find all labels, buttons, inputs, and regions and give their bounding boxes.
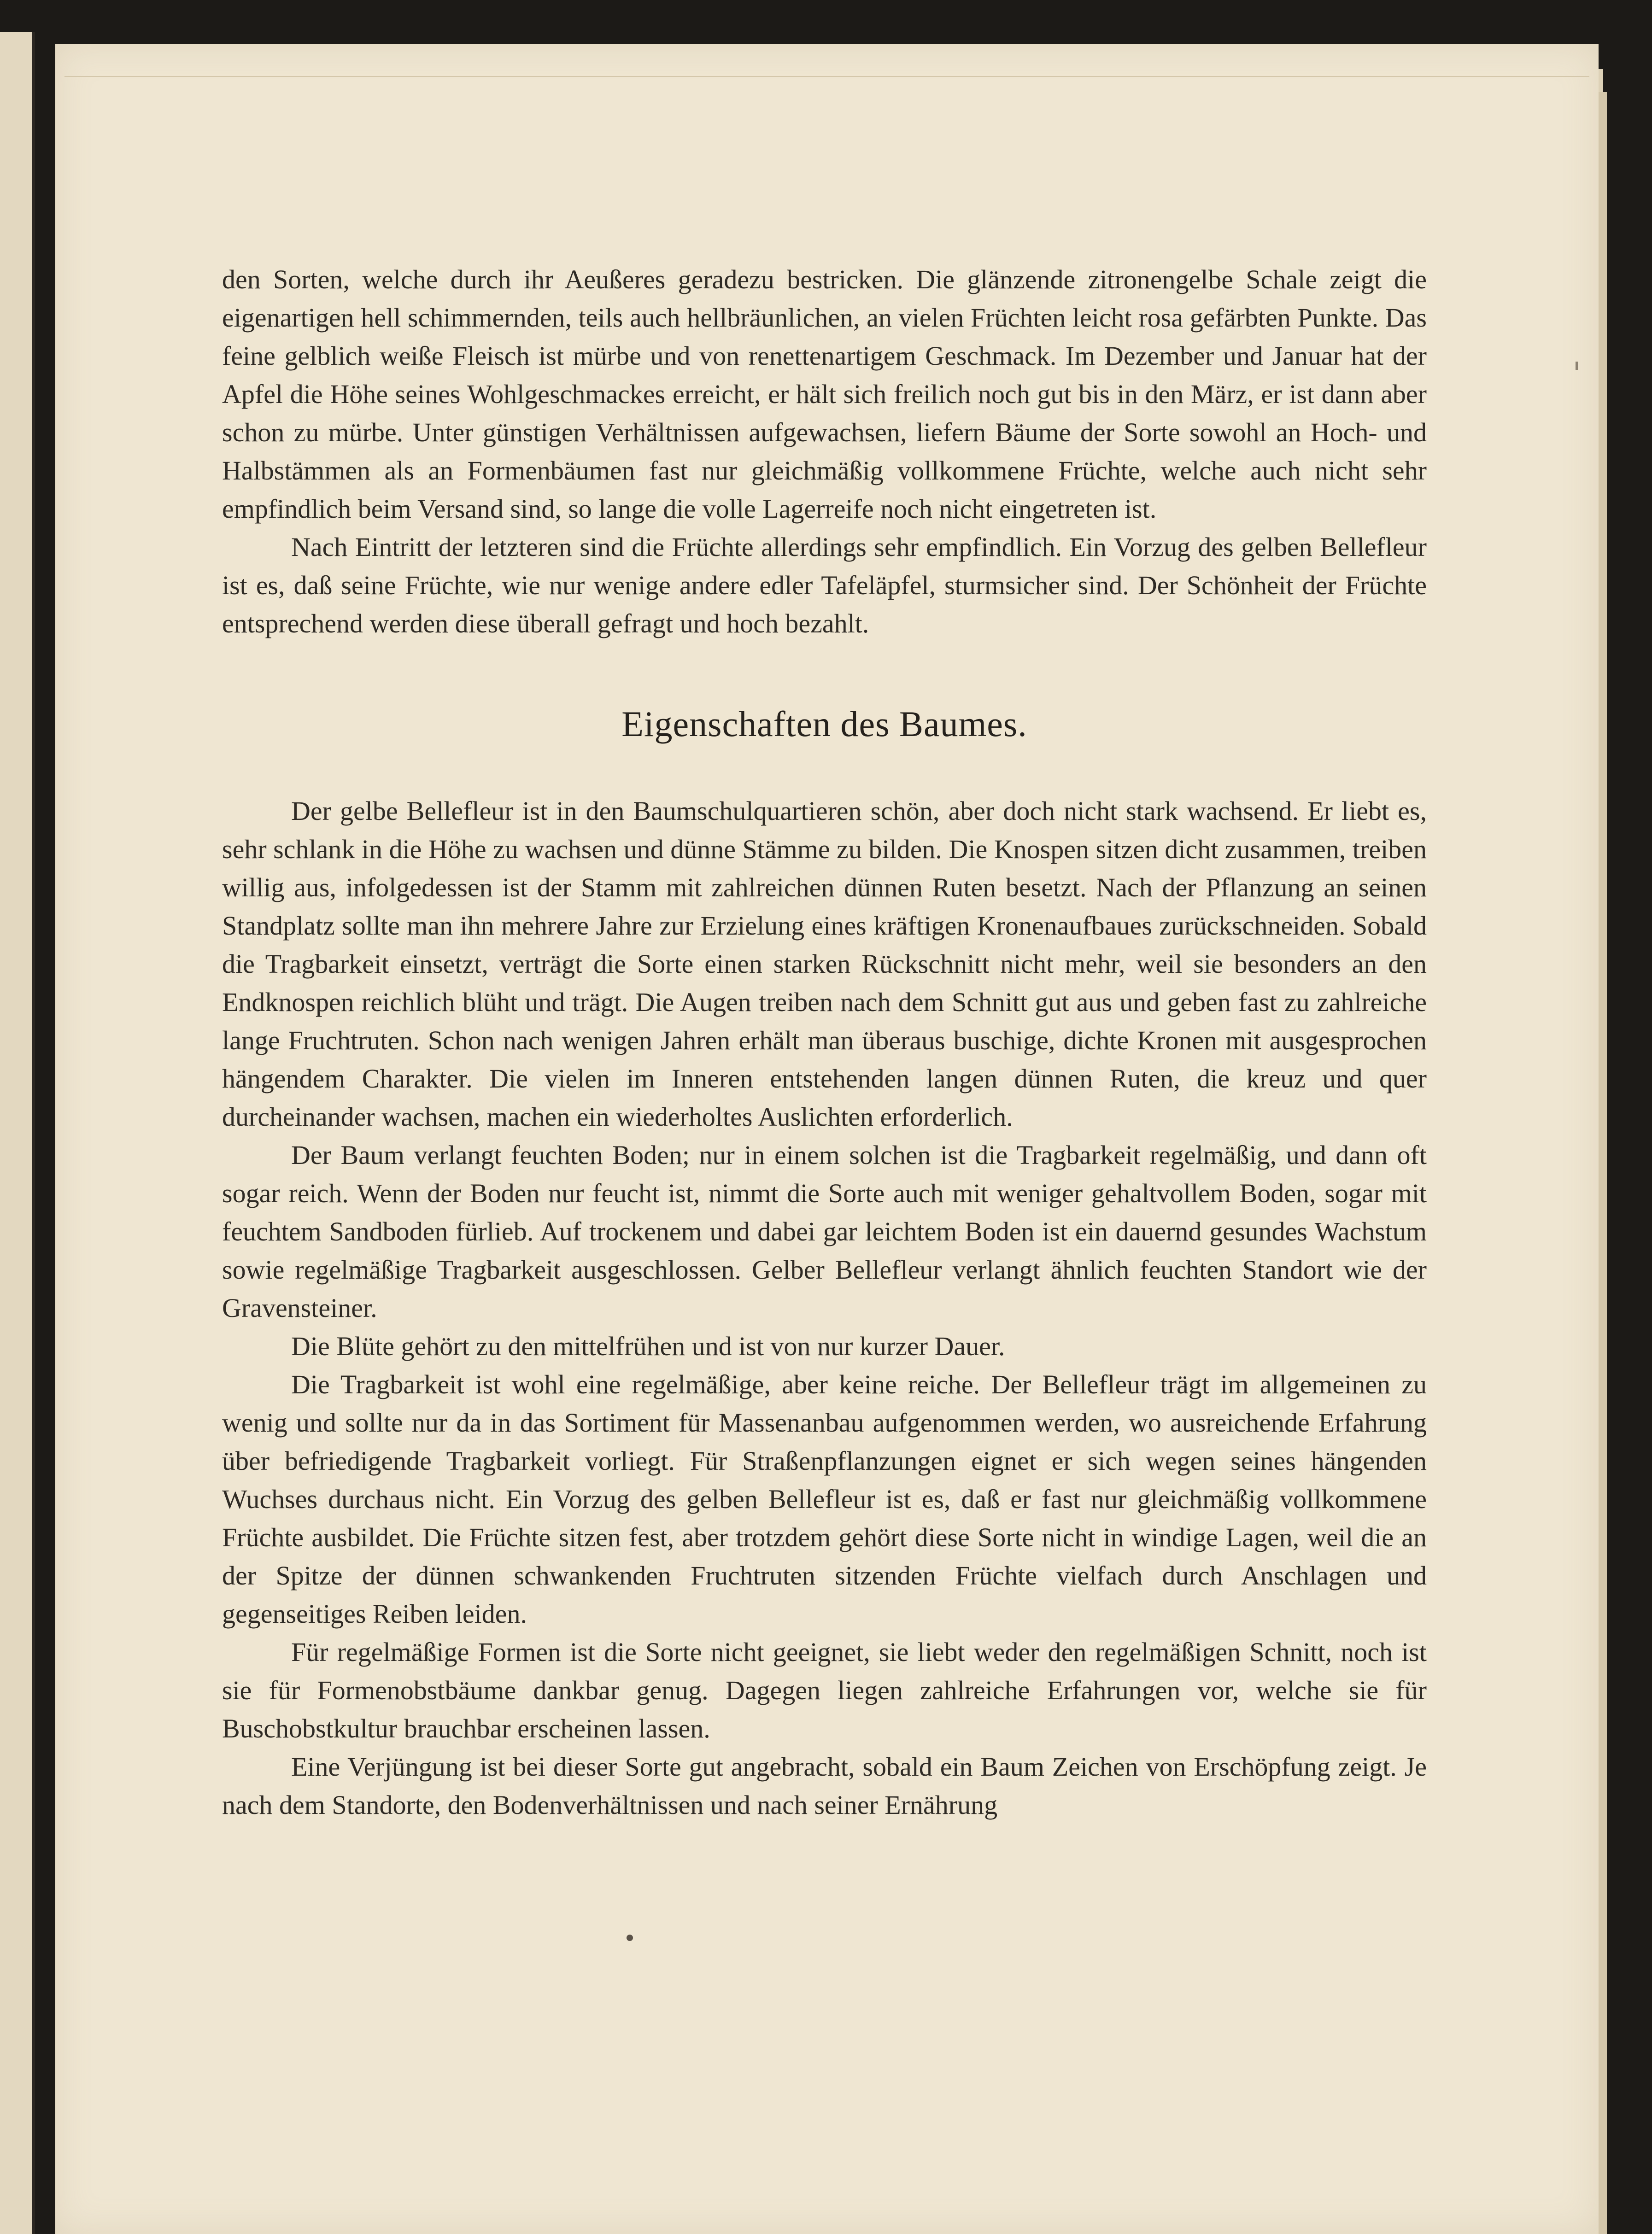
intro-paragraph-2: Nach Eintritt der letzteren sind die Früchte allerdings sehr empfindlich. Ein Vorzug des gelben Bellefleur ist es, daß seine Früchte, wie nur wenige andere edler Tafeläpfel, sturmsicher sind. Der Schönheit der Früchte entsprechend werden diese überall gefragt und hoch bezahlt. [222,532,1427,638]
page-text [222,260,1427,1824]
ink-dot [627,1935,633,1941]
body-paragraph-6: Eine Verjüngung ist bei dieser Sorte gut angebracht, sobald ein Baum Zeichen von Erschöpfung zeigt. Je nach dem Standorte, den Bodenverhältnissen und nach seiner Ernährung [222,1752,1427,1820]
body-paragraph-4: Die Tragbarkeit ist wohl eine regelmäßige, aber keine reiche. Der Bellefleur trägt im allgemeinen zu wenig und sollte nur da in das Sortiment für Massenanbau aufgenommen werden, wo ausreichende Erfahrung über befriedigende Tragbarkeit vorliegt. Für Straßenpflanzungen eignet er sich wegen seines hängenden Wuchses durchaus nicht. Ein Vorzug des gelben Bellefleur ist es, daß er fast nur gleichmäßig vollkommene Früchte ausbildet. Die Früchte sitzen fest, aber trotzdem gehört diese Sorte nicht in windige Lagen, weil die an der Spitze der dünnen schwankenden Fruchtruten sitzenden Früchte vielfach durch Anschlagen und gegenseitiges Reiben leiden. [222,1369,1427,1629]
page-top-border [64,76,1589,77]
body-paragraph-1: Der gelbe Bellefleur ist in den Baumschulquartieren schön, aber doch nicht stark wachsend. Er liebt es, sehr schlank in die Höhe zu wachsen und dünne Stämme zu bilden. Die Knospen sitzen dicht zusammen, treiben willig aus, infolgedessen ist der Stamm mit zahlreichen dünnen Ruten besetzt. Nach der Pflanzung an seinen Standplatz sollte man ihn mehrere Jahre zur Erzielung eines kräftigen Kronenaufbaues zurückschneiden. Sobald die Tragbarkeit einsetzt, verträgt die Sorte einen starken Rückschnitt nicht mehr, weil sie besonders an den Endknospen reichlich blüht und trägt. Die Augen treiben nach dem Schnitt gut aus und geben fast zu zahlreiche lange Fruchtruten. Schon nach wenigen Jahren erhält man überaus buschige, dichte Kronen mit ausgesprochen hängendem Charakter. Die vielen im Inneren entstehenden langen dünnen Ruten, die kreuz und quer durcheinander wachsen, machen ein wiederholtes Auslichten erforderlich. [222,796,1427,1132]
paper-speck [1576,362,1578,370]
adjacent-page-edge [0,32,35,2234]
book-page [55,44,1599,2234]
intro-paragraph-1: den Sorten, welche durch ihr Aeußeres geradezu bestricken. Die glänzende zitronengelbe Schale zeigt die eigenartigen hell schimmernden, teils auch hellbräunlichen, an vielen Früchten leicht rosa gefärbten Punkte. Das feine gelblich weiße Fleisch ist mürbe und von renettenartigem Geschmack. Im Dezember und Januar hat der Apfel die Höhe seines Wohlgeschmackes erreicht, er hält sich freilich noch gut bis in den März, er ist dann aber schon zu mürbe. Unter günstigen Verhältnissen aufgewachsen, liefern Bäume der Sorte sowohl an Hoch- und Halbstämmen als an Formenbäumen fast nur gleichmäßig vollkommene Früchte, welche auch nicht sehr empfindlich beim Versand sind, so lange die volle Lagerreife noch nicht eingetreten ist. [222,264,1427,524]
body-paragraph-2: Der Baum verlangt feuchten Boden; nur in einem solchen ist die Tragbarkeit regelmäßig, und dann oft sogar reich. Wenn der Boden nur feucht ist, nimmt die Sorte auch mit weniger gehaltvollem Boden, sogar mit feuchtem Sandboden fürlieb. Auf trockenem und dabei gar leichtem Boden ist ein dauernd gesundes Wachstum sowie regelmäßige Tragbarkeit ausgeschlossen. Gelber Bellefleur verlangt ähnlich feuchten Standort wie der Gravensteiner. [222,1140,1427,1323]
section-heading: Eigenschaften des Baumes. [621,704,1027,744]
body-paragraph-5: Für regelmäßige Formen ist die Sorte nicht geeignet, sie liebt weder den regelmäßigen Schnitt, noch ist sie für Formenobstbäume dankbar genug. Dagegen liegen zahlreiche Erfahrungen vor, welche sie für Buschobstkultur brauchbar erscheinen lassen. [222,1637,1427,1743]
body-paragraph-3: Die Blüte gehört zu den mittelfrühen und ist von nur kurzer Dauer. [291,1331,1005,1361]
